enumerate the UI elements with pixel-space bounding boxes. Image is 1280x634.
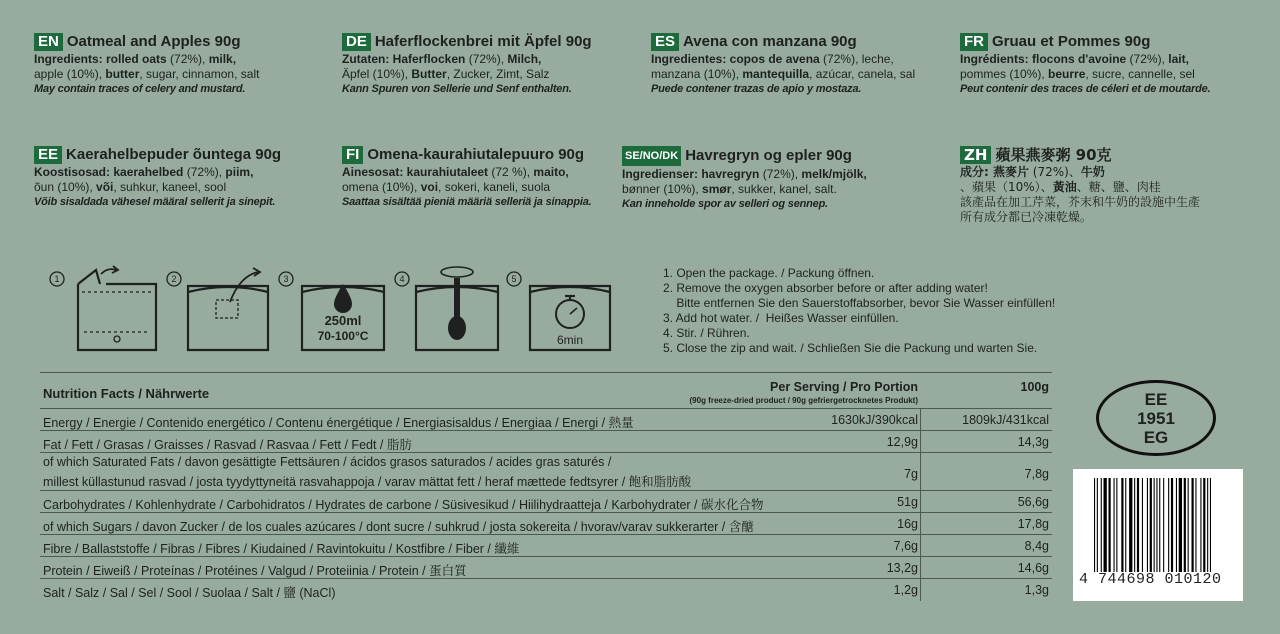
nutrition-title: Nutrition Facts / Nährwerte xyxy=(43,386,210,401)
lang-block-fi xyxy=(342,146,642,209)
product-title: Oatmeal and Apples 90g xyxy=(66,33,241,50)
ingredients-text: , suhkur, kaneel, sool xyxy=(113,180,227,194)
per-100g-value: 8,4g xyxy=(1024,539,1049,553)
per-100g-value: 56,6g xyxy=(1017,495,1049,509)
ingredients-text: bønner (10%), xyxy=(622,182,703,196)
nutrient-label: Fibre / Ballaststoffe / Fibras / Fibres / Kiudained / Ravintokuitu / Kostfibre / Fiber / 纖維 xyxy=(43,542,520,556)
nutrient-label: Salt / Salz / Sal / Sel / Sool / Suolaa / Salt / 鹽 (NaCl) xyxy=(43,586,336,600)
nutrition-header-row xyxy=(40,372,1052,409)
step-number: 4 xyxy=(399,274,405,284)
per-serving-header: Per Serving / Pro Portion xyxy=(770,380,918,394)
nutrition-table xyxy=(40,372,1052,601)
ec-approval-mark xyxy=(1096,380,1216,456)
allergen-butter: Butter xyxy=(411,67,447,81)
allergen-milk: 牛奶 xyxy=(1080,165,1105,179)
ingredients-text: õun (10%), xyxy=(34,180,97,194)
language-tag: DE xyxy=(342,33,371,51)
ingredients-text: manzana (10%), xyxy=(651,67,743,81)
ingredients-text: (72%), leche, xyxy=(819,52,894,66)
per-serving-value: 16g xyxy=(897,517,918,531)
ingredients-text: , sokeri, kaneli, suola xyxy=(438,180,551,194)
language-tag: FI xyxy=(342,146,363,164)
preparation-steps-illustration xyxy=(44,262,624,362)
per-100g-value: 14,3g xyxy=(1017,435,1049,449)
ingredients-text: , sucre, cannelle, sel xyxy=(1085,67,1195,81)
ingredients-text: omena (10%), xyxy=(342,180,421,194)
preparation-instructions xyxy=(663,266,1055,356)
ingredients-label: Ingrédients: flocons d'avoine xyxy=(960,52,1127,66)
allergen-butter: või xyxy=(96,180,114,194)
ingredients-text: (72%), xyxy=(183,165,226,179)
ec-mark-line: EE xyxy=(1144,390,1168,409)
allergen-butter: 黃油 xyxy=(1052,180,1077,194)
product-title: Omena-kaurahiutalepuuro 90g xyxy=(367,146,585,163)
ingredients-text: apple (10%), xyxy=(34,67,106,81)
ingredients-text: (72%)、 xyxy=(1028,165,1081,179)
language-tag: FR xyxy=(960,33,988,51)
per-serving-value: 1,2g xyxy=(893,583,918,597)
allergen-milk: maito, xyxy=(533,165,569,179)
step-1-open-icon xyxy=(50,266,156,350)
per-serving-value: 13,2g xyxy=(886,561,918,575)
lang-block-fr xyxy=(960,33,1260,96)
nutrition-row xyxy=(40,409,1052,431)
instruction-line: 1. Open the package. / Packung öffnen. xyxy=(663,266,875,280)
allergen-warning: 該產品在加工芹菜，芥末和牛奶的設施中生產 xyxy=(960,195,1201,209)
ingredients-text: pommes (10%), xyxy=(960,67,1049,81)
product-title: 蘋果燕麥粥 90克 xyxy=(995,146,1112,164)
step-number: 1 xyxy=(54,274,60,284)
wait-time: 6min xyxy=(556,333,584,347)
product-title: Haferflockenbrei mit Äpfel 90g xyxy=(374,33,592,50)
per-serving-value: 1630kJ/390kcal xyxy=(831,413,918,427)
nutrient-label: Protein / Eiweiß / Proteínas / Protéines / Valgud / Proteiinia / Protein / 蛋白質 xyxy=(43,564,467,578)
allergen-butter: smør xyxy=(702,182,732,196)
allergen-milk: milk, xyxy=(208,52,237,66)
per-100g-value: 14,6g xyxy=(1017,561,1049,575)
nutrition-row xyxy=(40,557,1052,579)
per-100g-value: 7,8g xyxy=(1024,467,1049,481)
nutrition-row xyxy=(40,535,1052,557)
per-serving-value: 7g xyxy=(904,467,918,481)
allergen-warning: Võib sisaldada vähesel määral sellerit ja sinepit. xyxy=(34,196,276,208)
lang-block-de xyxy=(342,33,642,96)
ingredients-text: , sugar, cinnamon, salt xyxy=(139,67,260,81)
ingredients-label: Ainesosat: kaurahiutaleet xyxy=(342,165,489,179)
allergen-butter: beurre xyxy=(1048,67,1086,81)
ingredients-label: Zutaten: Haferflocken xyxy=(342,52,466,66)
allergen-milk: melk/mjölk, xyxy=(801,167,867,181)
nutrition-row xyxy=(40,579,1052,601)
product-title: Avena con manzana 90g xyxy=(683,33,857,50)
ingredients-text: (72 %), xyxy=(488,165,534,179)
step-number: 5 xyxy=(511,274,517,284)
water-amount: 250ml xyxy=(324,313,362,328)
instruction-line: 2. Remove the oxygen absorber before or after adding water! xyxy=(663,281,988,295)
allergen-milk: piim, xyxy=(225,165,254,179)
ingredients-label: 成分: 燕麥片 xyxy=(960,165,1029,179)
freeze-dried-note: 所有成分都已冷凍乾燥。 xyxy=(960,210,1093,224)
ingredients-text: (72%), xyxy=(1126,52,1169,66)
allergen-butter: voi xyxy=(420,180,439,194)
ingredients-text: , azúcar, canela, sal xyxy=(809,67,916,81)
ingredients-text: , sukker, kanel, salt. xyxy=(731,182,837,196)
per-100g-value: 17,8g xyxy=(1017,517,1049,531)
instruction-line: Bitte entfernen Sie den Sauerstoffabsorber, bevor Sie Wasser einfüllen! xyxy=(663,296,1056,310)
step-number: 2 xyxy=(171,274,177,284)
lang-block-se-no-dk xyxy=(622,146,942,211)
allergen-warning: Saattaa sisältää pieniä määriä selleriä ja sinappia. xyxy=(342,196,592,208)
allergen-warning: Peut contenir des traces de céleri et de moutarde. xyxy=(960,83,1211,95)
lang-block-es xyxy=(651,33,951,96)
instruction-line: 3. Add hot water. / Heißes Wasser einfüllen. xyxy=(663,311,899,325)
instruction-line: 4. Stir. / Rühren. xyxy=(663,326,750,340)
lang-block-zh xyxy=(960,146,1260,225)
ingredients-text: (72%), xyxy=(166,52,209,66)
product-title: Kaerahelbepuder õuntega 90g xyxy=(66,146,282,163)
ingredients-label: Ingredientes: copos de avena xyxy=(651,52,820,66)
nutrition-row xyxy=(40,453,1052,491)
barcode-bars xyxy=(1094,478,1222,572)
per-serving-subheader: (90g freeze-dried product / 90g gefriergetrocknetes Produkt) xyxy=(689,396,918,405)
allergen-butter: mantequilla xyxy=(742,67,810,81)
ingredients-label: Ingredients: rolled oats xyxy=(34,52,167,66)
ingredients-text: (72%), xyxy=(465,52,508,66)
allergen-warning: Kan inneholde spor av selleri og sennep. xyxy=(622,198,828,210)
language-tag: ZH xyxy=(960,146,991,164)
ingredients-label: Koostisosad: kaerahelbed xyxy=(34,165,184,179)
ingredients-text: (72%), xyxy=(759,167,802,181)
nutrient-label: of which Sugars / davon Zucker / de los cuales azúcares / dont sucre / suhkrud / josta sokereita / hvorav/varav sukkerarter / 含醣 xyxy=(43,520,754,534)
nutrition-row xyxy=(40,491,1052,513)
per-100g-value: 1,3g xyxy=(1024,583,1049,597)
barcode xyxy=(1073,469,1243,601)
barcode-digits: 4 744698 010120 xyxy=(1079,571,1222,588)
step-number: 3 xyxy=(283,274,289,284)
ingredients-label: Ingredienser: havregryn xyxy=(622,167,760,181)
language-tag: EN xyxy=(34,33,63,51)
nutrient-label: Fat / Fett / Grasas / Graisses / Rasvad / Rasvaa / Fett / Fedt / 脂肪 xyxy=(43,438,412,452)
water-temperature: 70-100°C xyxy=(317,329,369,343)
language-tag: SE/NO/DK xyxy=(622,146,681,166)
per-100g-header: 100g xyxy=(1020,380,1049,394)
allergen-warning: Kann Spuren von Sellerie und Senf enthalten. xyxy=(342,83,572,95)
allergen-milk: Milch, xyxy=(507,52,542,66)
ingredients-text: 、糖、鹽、肉桂 xyxy=(1076,180,1161,194)
allergen-butter: butter xyxy=(105,67,140,81)
allergen-milk: lait, xyxy=(1168,52,1189,66)
ec-mark-line: 1951 xyxy=(1137,409,1175,428)
product-title: Havregryn og epler 90g xyxy=(685,147,852,164)
instruction-line: 5. Close the zip and wait. / Schließen Sie die Packung und warten Sie. xyxy=(663,341,1038,355)
nutrition-row xyxy=(40,431,1052,453)
allergen-warning: Puede contener trazas de apio y mostaza. xyxy=(651,83,862,95)
ingredients-text: 、蘋果（10%）、 xyxy=(960,180,1053,194)
per-serving-value: 12,9g xyxy=(886,435,918,449)
nutrient-label: Carbohydrates / Kohlenhydrate / Carbohidratos / Hydrates de carbone / Süsivesikud / Hiilihydraatteja / Karbohydrater / 碳水化合物 xyxy=(43,498,764,512)
allergen-warning: May contain traces of celery and mustard. xyxy=(34,83,246,95)
ingredients-text: , Zucker, Zimt, Salz xyxy=(446,67,550,81)
nutrient-label: millest küllastunud rasvad / josta tyydyttyneitä rasvahappoja / varav mättat fett / heraf mættede fedtsyrer / 飽和脂肪酸 xyxy=(43,475,692,489)
language-tag: ES xyxy=(651,33,679,51)
per-100g-value: 1809kJ/431kcal xyxy=(962,413,1049,427)
language-tag: EE xyxy=(34,146,62,164)
nutrient-label: of which Saturated Fats / davon gesättigte Fettsäuren / ácidos grasos saturados / acides gras saturés / xyxy=(43,455,612,469)
per-serving-value: 7,6g xyxy=(893,539,918,553)
lang-block-ee xyxy=(34,146,334,209)
per-serving-value: 51g xyxy=(897,495,918,509)
product-title: Gruau et Pommes 90g xyxy=(992,33,1151,50)
step-4-stir-icon xyxy=(395,267,498,350)
step-2-remove-absorber-icon xyxy=(167,268,268,350)
lang-block-en xyxy=(34,33,334,96)
ec-mark-line: EG xyxy=(1143,428,1169,447)
nutrition-row xyxy=(40,513,1052,535)
nutrient-label: Energy / Energie / Contenido energético / Contenu énergétique / Energiasisaldus / Energiaa / Energi / 熱量 xyxy=(43,416,634,430)
ingredients-text: Äpfel (10%), xyxy=(342,67,412,81)
